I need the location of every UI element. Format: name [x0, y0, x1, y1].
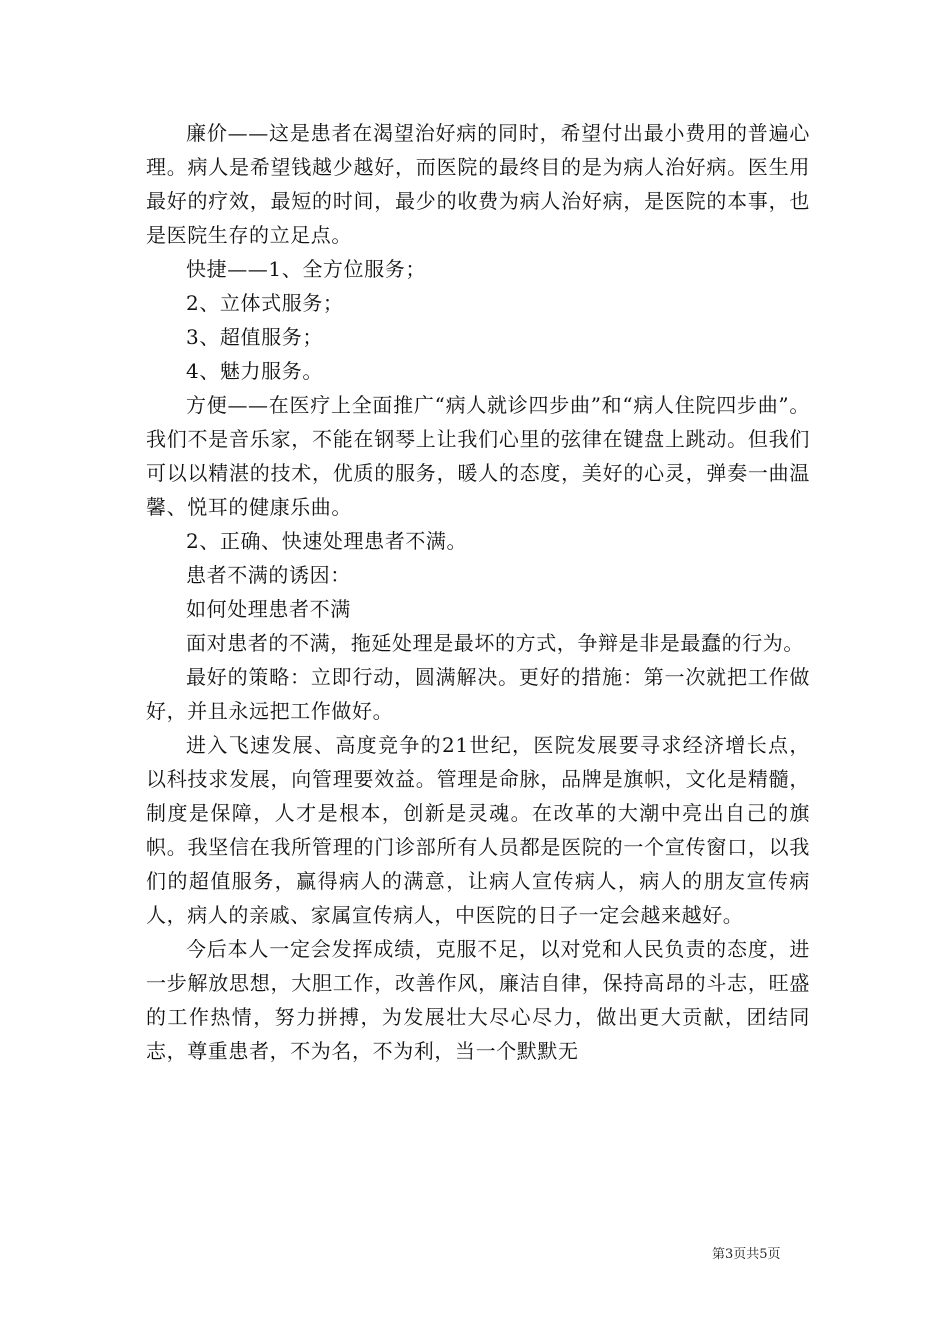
paragraph-cheap: 廉价——这是患者在渴望治好病的同时，希望付出最小费用的普遍心理。病人是希望钱越少越好，而医院的最终目的是为病人治好病。医生用最好的疗效，最短的时间，最少的收费为病人治好病，是医院的本事，也是医院生存的立足点。	[146, 121, 810, 247]
paragraph-fast: 快捷——1、全方位服务；	[186, 257, 426, 281]
paragraph-delay-worst: 面对患者的不满，拖延处理是最坏的方式，争辩是非是最蠢的行为。	[186, 631, 804, 655]
subheading-handle-complaints: 如何处理患者不满	[186, 597, 351, 621]
paragraph-best-strategy: 最好的策略：立即行动，圆满解决。更好的措施：第一次就把工作做好，并且永远把工作做好。	[146, 665, 810, 723]
paragraph-21st-century: 进入飞速发展、高度竞争的21世纪，医院发展要寻求经济增长点，以科技求发展，向管理要效益。管理是命脉，品牌是旗帜，文化是精髓，制度是保障，人才是根本，创新是灵魂。在改革的大潮中亮出自己的旗帜。我坚信在我所管理的门诊部所有人员都是医院的一个宣传窗口，以我们的超值服务，赢得病人的满意，让病人宣传病人，病人的朋友宣传病人，病人的亲戚、家属宣传病人，中医院的日子一定会越来越好。	[146, 733, 810, 927]
page-indicator: 第3页共5页	[712, 1247, 781, 1262]
list-item-charm-service: 4、魅力服务。	[186, 359, 323, 383]
list-item-value-service: 3、超值服务；	[186, 325, 323, 349]
list-item-3d-service: 2、立体式服务；	[186, 291, 344, 315]
document-body	[146, 116, 810, 1068]
subheading-complaint-causes: 患者不满的诱因：	[186, 563, 351, 587]
section-heading-complaints: 2、正确、快速处理患者不满。	[186, 529, 468, 553]
paragraph-convenient: 方便——在医疗上全面推广“病人就诊四步曲”和“病人住院四步曲”。我们不是音乐家，不能在钢琴上让我们心里的弦律在键盘上跳动。但我们可以以精湛的技术，优质的服务，暖人的态度，美好的心灵，弹奏一曲温馨、悦耳的健康乐曲。	[146, 393, 810, 519]
paragraph-future-commitment: 今后本人一定会发挥成绩，克服不足，以对党和人民负责的态度，进一步解放思想，大胆工作，改善作风，廉洁自律，保持高昂的斗志，旺盛的工作热情，努力拼搏，为发展壮大尽心尽力，做出更大贡献，团结同志，尊重患者，不为名，不为利，当一个默默无	[146, 937, 810, 1063]
